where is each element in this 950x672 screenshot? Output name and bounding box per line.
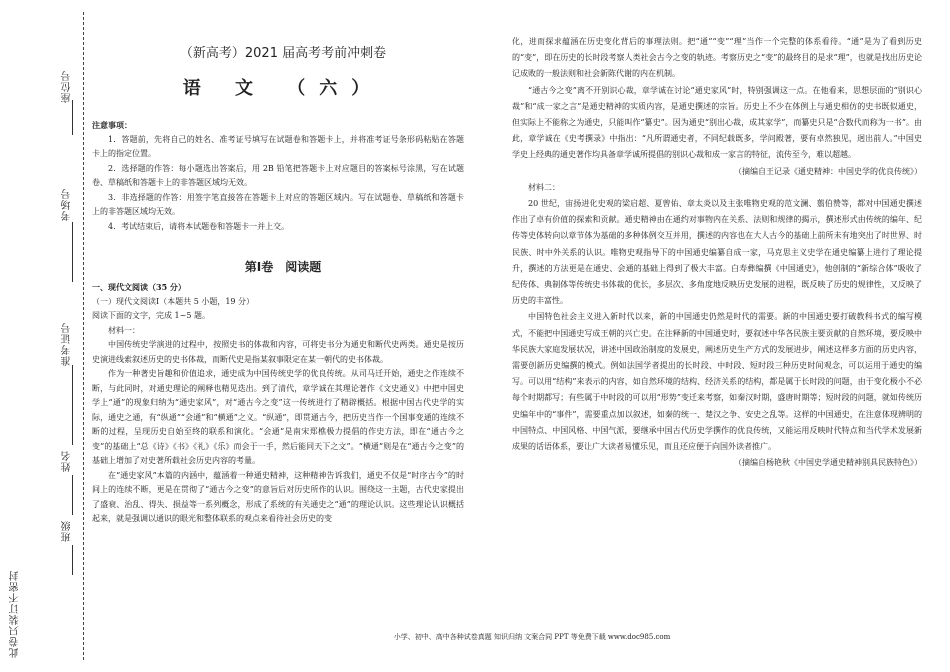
passage-paragraph: 化，进而探求蕴涵在历史变化背后的事理法则。把“通”“变”“理”当作一个完整的体系看待。“通”是为了看到历史的“变”，即在历史的长时段考察人类社会古今之变的轨迹。考察历史之“变”的最终目的是求“理”，也就是找出历史论记成败的一般法则和社会新陈代谢的内在机制。 <box>512 37 922 79</box>
section-heading: 一、现代文阅读（35 分） <box>92 282 186 292</box>
subject-title: 语 文 （六） <box>182 78 384 99</box>
notice-heading: 注意事项： <box>92 120 132 130</box>
source-citation: （摘编自杨艳秋《中国史学通史精神别具民族特色》） <box>734 458 922 468</box>
part-title: 第Ⅰ卷 阅读题 <box>244 260 322 274</box>
passage-paragraph: 在“通史家风”本篇的内涵中，蕴涵着一种通史精神，这种精神告诉我们，通史不仅是“时序古今”的时间上的连续不断，更是在贯彻了“通古今之变”的意旨后对历史所作的认识。围绕这一主题，古代史家提出了盛衰、治乱、得失、损益等一系列概念，形成了系统的有关通史之“通”的理论认识。这些理论认识概括起来，就是强调以通识的眼光和整体联系的观点来看待社会历史的变 <box>92 470 464 523</box>
name-blank <box>72 475 73 515</box>
passage-paragraph: 20 世纪，宙扬进化史观的梁启超、夏曾佑、章太炎以及主张唯物史观的范文澜、翦伯赞等，都对中国通史撰述作出了卓有价值的探索和贡献。通史精神由在通约对事物内在关系、法则和规律的揭示，撰述形式由传统的编年、纪传等史体转向以章节体为基础的多种体例交互并用，撰述的内容也在大人古今的基础上前所未有地突出了时世界、时民族、时中外关系的认识。唯物史观指导下的中国通史编纂自成一家，马克思主义史学在通史编纂上进行了理论提升，撰述的方法更是在通史、会通的基础上得到了极大丰富。白寿彝编撰《中国通史》，他创制的“新综合体”吸收了纪传体、典制体等传统史书体裁的优长，多层次、多角度地反映历史发展的进程，既反映了历史的规律性，又反映了历史的丰富性。 <box>512 199 922 306</box>
exam-title: （新高考）2021 届高考考前冲刺卷 <box>179 46 387 61</box>
page-footer: 小学、初中、高中各种试卷真题 知识归纳 文案合同 PPT 等免费下载 www.doc985.com <box>393 633 671 641</box>
passage-paragraph: 中国特色社会主义进入新时代以来，新的中国通史仍然是时代的需要。新的中国通史要打破教科书式的编写模式，不能把中国通史写成王朝的兴亡史。在注释新的中国通史时，要叙述中华各民族主要贡献的自然环境，要反映中华民族大家庭发展状况，讲述中国政治制度的发展史，阐述历史生产方式的发展进步，阐述这样多方面的历史内容，需要创新历史编撰的模式。例如法国学者提出的长时段、中时段、短时段三种历史时间观念，可以运用于通史的编写。可以用“结构”来表示的内容，如自然环境的结构、经济关系的结构，都是属于长时段的问题，由于变化极小不必每个时期都写；有些属于中时段的可以用“形势”变迁来考察，如秦汉时期，盛唐时期等；短时段的问题，就如传统历史编年中的“事件”，需要重点加以叙述，如秦的统一、楚汉之争、安史之乱等。这样的中国通史，在注意体现辨明的中国特点、中国风格、中国气派，要继承中国古代历史学撰作的优良传统，又能运用反映时代特点和当代学术发展新成果的话语体系，要让广大读者易懂乐见，而且还应便于向国外读者推广。 <box>512 312 922 452</box>
notice-item: 1．答题前，先将自己的姓名、准考证号填写在试题卷和答题卡上，并将准考证号条形码粘贴在答题卡上的指定位置。 <box>92 134 464 158</box>
exam-room-label: 考场号 <box>62 188 73 221</box>
ticket-number-blank <box>72 365 73 445</box>
material2-label: 材料二： <box>528 182 560 192</box>
right-column <box>512 0 922 672</box>
class-blank <box>72 545 73 575</box>
notice-item: 2．选择题的作答：每小题选出答案后，用 2B 铅笔把答题卡上对应题目的答案标号涂黑，写在试题卷、草稿纸和答题卡上的非答题区域均无效。 <box>92 163 464 187</box>
seat-number-label: 座位号 <box>62 70 73 103</box>
binding-strip <box>0 0 92 672</box>
ticket-number-label: 准考证号 <box>62 322 73 366</box>
passage-paragraph: “通古今之变”离不开别识心裁，章学诚在讨论“通史家风”时，特别强调这一点。在他看来，思想层面的“别识心裁”和“成一家之言”是通史精神的实质内容，是通史撰述的宗旨。历史上不少在体例上与通史相仿的史书既似通史，但实际上不能称之为通史，只能叫作“纂史”。因为通史“别出心裁，成其家学”，而纂史只是“合数代而称为一书”。由此，章学诚在《史考撰录》中指出：“凡所谓通史者，不同纪载既多，学问殿著，要有卓然独见，迥出前人。”中国史学史上经典的通史著作均具备章学诚所提倡的别识心裁和成一家言的特征，流传至今，难以超越。 <box>512 85 922 160</box>
passage-continuation <box>512 34 922 471</box>
notice-item: 3．非选择题的作答：用签字笔直接答在答题卡上对应的答题区域内。写在试题卷、草稿纸和答题卡上的非答题区域均无效。 <box>92 192 464 216</box>
instruction-text: 阅读下面的文字，完成 1~5 题。 <box>92 311 210 320</box>
exam-room-blank <box>72 222 73 282</box>
name-label: 姓名 <box>62 450 73 472</box>
reading-section <box>92 280 464 527</box>
material1-label: 材料一： <box>108 325 140 335</box>
subsection-heading: （一）现代文阅读Ⅰ（本题共 5 小题，19 分） <box>92 296 255 306</box>
left-column <box>92 0 474 672</box>
notice-item: 4．考试结束后，请将本试题卷和答题卡一并上交。 <box>108 221 290 231</box>
passage-paragraph: 中国传统史学演进的过程中，按照史书的体裁和内容，可将史书分为通史和断代史两类。通史是按历史演进线索叙述历史的史书体裁，而断代史是指某叙事限定在某一朝代的史书体裁。 <box>92 340 464 364</box>
notice-block <box>92 118 464 234</box>
seat-number-blank <box>72 100 73 135</box>
binding-dashed-line <box>83 12 84 660</box>
source-citation: （摘编自王记录《通史精神：中国史学的优良传统》） <box>734 166 922 176</box>
class-label: 班级 <box>62 520 73 542</box>
passage-paragraph: 作为一种著史旨趣和价值追求，通史成为中国传统史学的优良传统。从司马迁开始，通史之作连续不断，与此同时，对通史理论的阐释也精见迭出。到了清代，章学诚在其理论著作《文史通义》中把中国史学上“通”的现象归纳为“通史家风”，对“通古今之变”这一传统进行了精辟概括。根据中国古代史学的实际，通史之通，有“纵通”“会通”和“横通”之义。“纵通”，即贯通古今，把历史当作一个国事变通的连续不断的过程，呈现历史自始至终的联系和演化。“会通”是南宋郑樵极力提倡的作史方法，即在“通古今之变”的基础上“总《诗》《书》《礼》《乐》而会于一手，然后能同天下之文”。“横通”则是在“通古今之变”的基础上增加了对史著所载社会历史内容的考量。 <box>92 369 464 465</box>
seal-note: 此卷只装订不密封 <box>10 570 21 658</box>
